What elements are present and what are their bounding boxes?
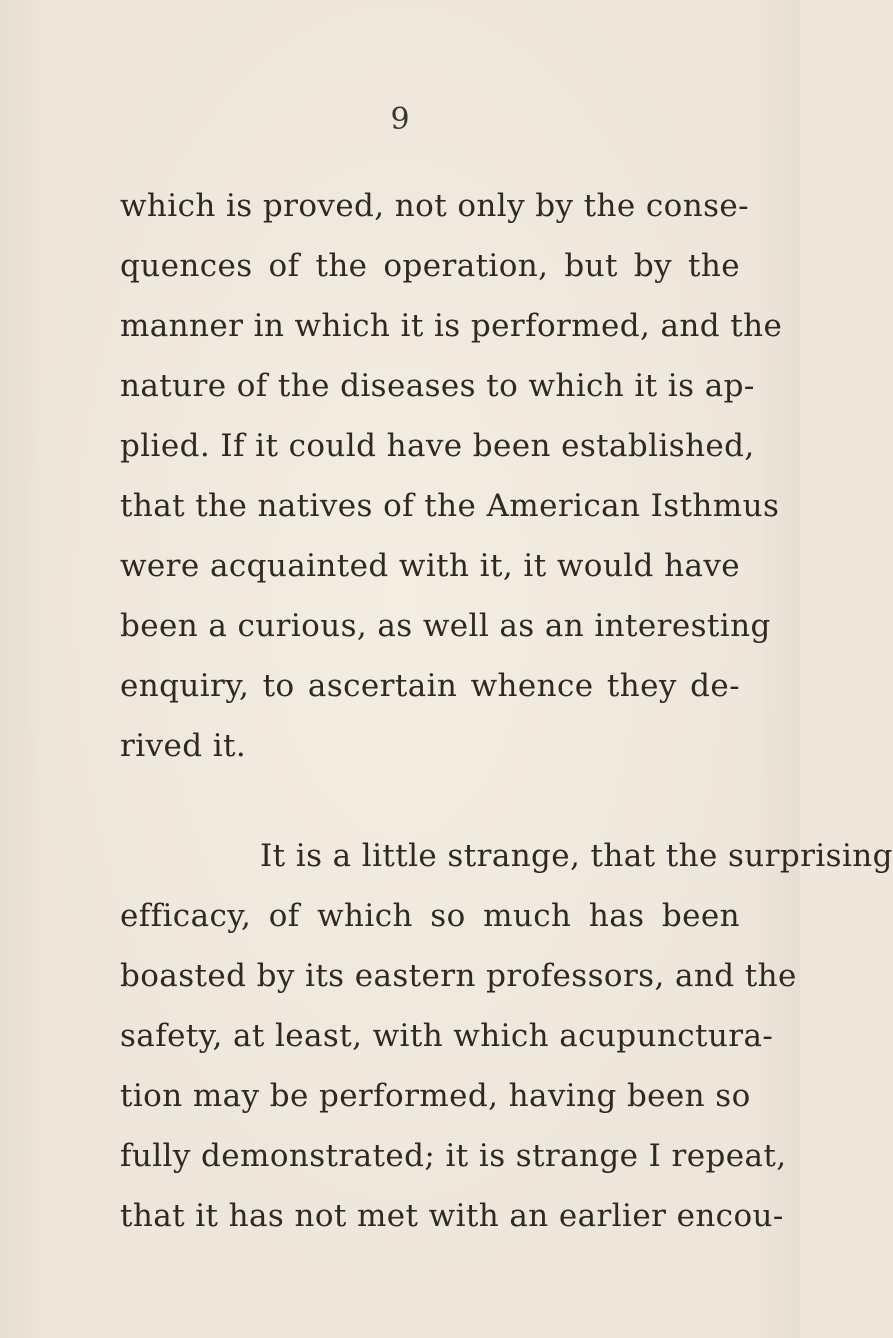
- text-line: enquiry, to ascertain whence they de-: [120, 668, 740, 704]
- text-line: nature of the diseases to which it is ap-: [120, 368, 755, 404]
- text-line: tion may be performed, having been so: [120, 1078, 751, 1114]
- text-line: that the natives of the American Isthmus: [120, 488, 780, 524]
- text-line: It is a little strange, that the surprising: [260, 838, 893, 874]
- text-line: manner in which it is performed, and the: [120, 308, 783, 344]
- text-line: plied. If it could have been established,: [120, 428, 755, 464]
- text-line: fully demonstrated; it is strange I repeat,: [120, 1138, 787, 1174]
- text-line: which is proved, not only by the conse-: [120, 188, 750, 224]
- text-line: quences of the operation, but by the: [120, 248, 740, 284]
- text-line: boasted by its eastern professors, and the: [120, 958, 797, 994]
- text-line: efficacy, of which so much has been: [120, 898, 740, 934]
- text-line: safety, at least, with which acupunctura-: [120, 1018, 774, 1054]
- page-number: 9: [390, 102, 410, 137]
- text-line: that it has not met with an earlier encou-: [120, 1198, 784, 1234]
- text-line: rived it.: [120, 728, 247, 764]
- text-line: were acquainted with it, it would have: [120, 548, 740, 584]
- text-line: been a curious, as well as an interesting: [120, 608, 771, 644]
